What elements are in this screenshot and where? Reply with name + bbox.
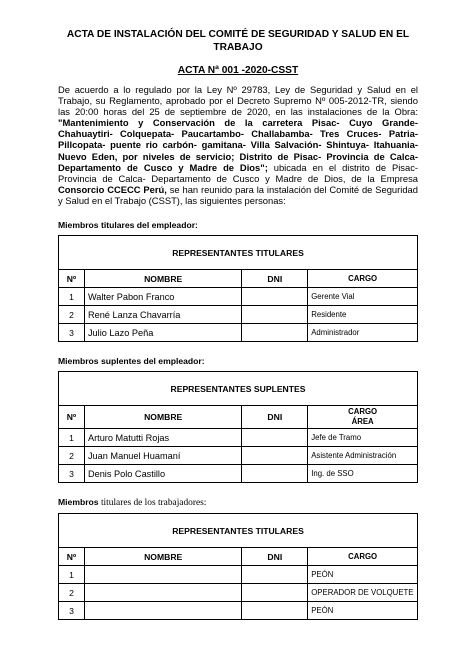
row-dni bbox=[242, 306, 308, 324]
row-name: Walter Pabon Franco bbox=[84, 288, 241, 306]
row-name: Julio Lazo Peña bbox=[84, 324, 241, 342]
label-rest: titulares de los trabajadores: bbox=[98, 498, 207, 509]
section-label-titulares-trabajadores bbox=[58, 497, 418, 508]
row-number: 1 bbox=[59, 566, 85, 584]
row-number: 2 bbox=[59, 584, 85, 602]
col-dni: DNI bbox=[242, 406, 308, 429]
row-name: René Lanza Chavarría bbox=[84, 306, 241, 324]
row-dni bbox=[242, 288, 308, 306]
row-cargo: Ing. de SSO bbox=[308, 465, 418, 483]
row-number: 3 bbox=[59, 602, 85, 620]
col-numero: Nº bbox=[59, 406, 85, 429]
document-page bbox=[58, 28, 418, 620]
row-number: 3 bbox=[59, 465, 85, 483]
section-label-titulares-empleador: Miembros titulares del empleador: bbox=[58, 220, 198, 231]
col-nombre: NOMBRE bbox=[84, 548, 241, 566]
col-cargo: CARGO bbox=[308, 548, 418, 566]
intro-text-2: ubicada en el distrito de Pisac- Provincia de Calca- Departamento de Cusco y Madre de Dios, de la Empresa bbox=[58, 161, 418, 184]
row-name: Juan Manuel Huamaní bbox=[84, 447, 241, 465]
row-dni bbox=[242, 429, 308, 447]
col-dni: DNI bbox=[242, 548, 308, 566]
row-number: 3 bbox=[59, 324, 85, 342]
table-row bbox=[59, 306, 418, 324]
table-row bbox=[59, 447, 418, 465]
table-row bbox=[59, 465, 418, 483]
row-dni bbox=[242, 584, 308, 602]
row-name: Arturo Matutti Rojas bbox=[84, 429, 241, 447]
row-cargo: OPERADOR DE VOLQUETE bbox=[308, 584, 418, 602]
row-name bbox=[84, 584, 241, 602]
acta-number: ACTA Nª 001 -2020-CSST bbox=[177, 65, 299, 76]
col-numero: Nº bbox=[59, 548, 85, 566]
table-row bbox=[59, 566, 418, 584]
row-dni bbox=[242, 566, 308, 584]
obra-name: "Mantenimiento y Conservación de la carretera Pisac- Cuyo Grande- Chahuaytiri- Colquepata- Paucartambo- Challabamba- Tres Cruces- Patria- Pillcopata- puente rio carbón- gamitana- Villa Salvación- Shintuya- Itahuania- Nuevo Eden, por niveles de servicio; Distrito de Pisac- Provincia de Calca- Departamento de Cusco y Madre de Dios"; bbox=[58, 117, 418, 173]
row-dni bbox=[242, 447, 308, 465]
row-dni bbox=[242, 465, 308, 483]
row-name bbox=[84, 566, 241, 584]
row-cargo: PEÓN bbox=[308, 566, 418, 584]
row-dni bbox=[242, 602, 308, 620]
document-title: ACTA DE INSTALACIÓN DEL COMITÉ DE SEGURIDAD Y SALUD EN EL TRABAJO bbox=[66, 29, 410, 53]
label-bold: Miembros bbox=[58, 497, 99, 508]
row-cargo: Jefe de Tramo bbox=[308, 429, 418, 447]
row-cargo: Gerente Vial bbox=[308, 288, 418, 306]
row-cargo: Asistente Administración bbox=[308, 447, 418, 465]
col-dni: DNI bbox=[242, 270, 308, 288]
col-cargo: CARGO bbox=[308, 270, 418, 288]
section-label-suplentes-empleador: Miembros suplentes del empleador: bbox=[58, 356, 205, 367]
col-cargo: CARGO bbox=[348, 407, 378, 417]
intro-paragraph bbox=[58, 84, 418, 206]
empresa-name: Consorcio CCECC Perú, bbox=[58, 183, 167, 195]
col-area: ÁREA bbox=[351, 417, 374, 427]
table-header: REPRESENTANTES TITULARES bbox=[59, 514, 418, 548]
row-name: Denis Polo Castillo bbox=[84, 465, 241, 483]
table-row bbox=[59, 584, 418, 602]
row-name bbox=[84, 602, 241, 620]
table-row bbox=[59, 288, 418, 306]
intro-text-3: se han reunido para la instalación del Comité de Seguridad y Salud en el Trabajo (CSST), las siguientes personas: bbox=[58, 183, 418, 206]
col-nombre: NOMBRE bbox=[84, 406, 241, 429]
table-titulares-empleador bbox=[58, 235, 418, 342]
table-row bbox=[59, 429, 418, 447]
row-number: 2 bbox=[59, 306, 85, 324]
row-cargo: Residente bbox=[308, 306, 418, 324]
row-cargo: Administrador bbox=[308, 324, 418, 342]
table-titulares-trabajadores bbox=[58, 513, 418, 620]
table-header: REPRESENTANTES SUPLENTES bbox=[59, 372, 418, 406]
table-suplentes-empleador bbox=[58, 371, 418, 483]
row-number: 1 bbox=[59, 288, 85, 306]
row-dni bbox=[242, 324, 308, 342]
row-cargo: PEÓN bbox=[308, 602, 418, 620]
col-numero: Nº bbox=[59, 270, 85, 288]
row-number: 2 bbox=[59, 447, 85, 465]
intro-text-1: De acuerdo a lo regulado por la Ley Nº 29783, Ley de Seguridad y Salud en el Trabajo, su Reglamento, aprobado por el Decreto Supremo Nº 005-2012-TR, siendo las 20:00 horas del 25 de septiembre de 2020, en las instalaciones de la Obra: bbox=[58, 84, 418, 118]
col-cargo-area bbox=[308, 406, 418, 429]
table-header: REPRESENTANTES TITULARES bbox=[59, 236, 418, 270]
col-nombre: NOMBRE bbox=[84, 270, 241, 288]
table-row bbox=[59, 602, 418, 620]
row-number: 1 bbox=[59, 429, 85, 447]
table-row bbox=[59, 324, 418, 342]
